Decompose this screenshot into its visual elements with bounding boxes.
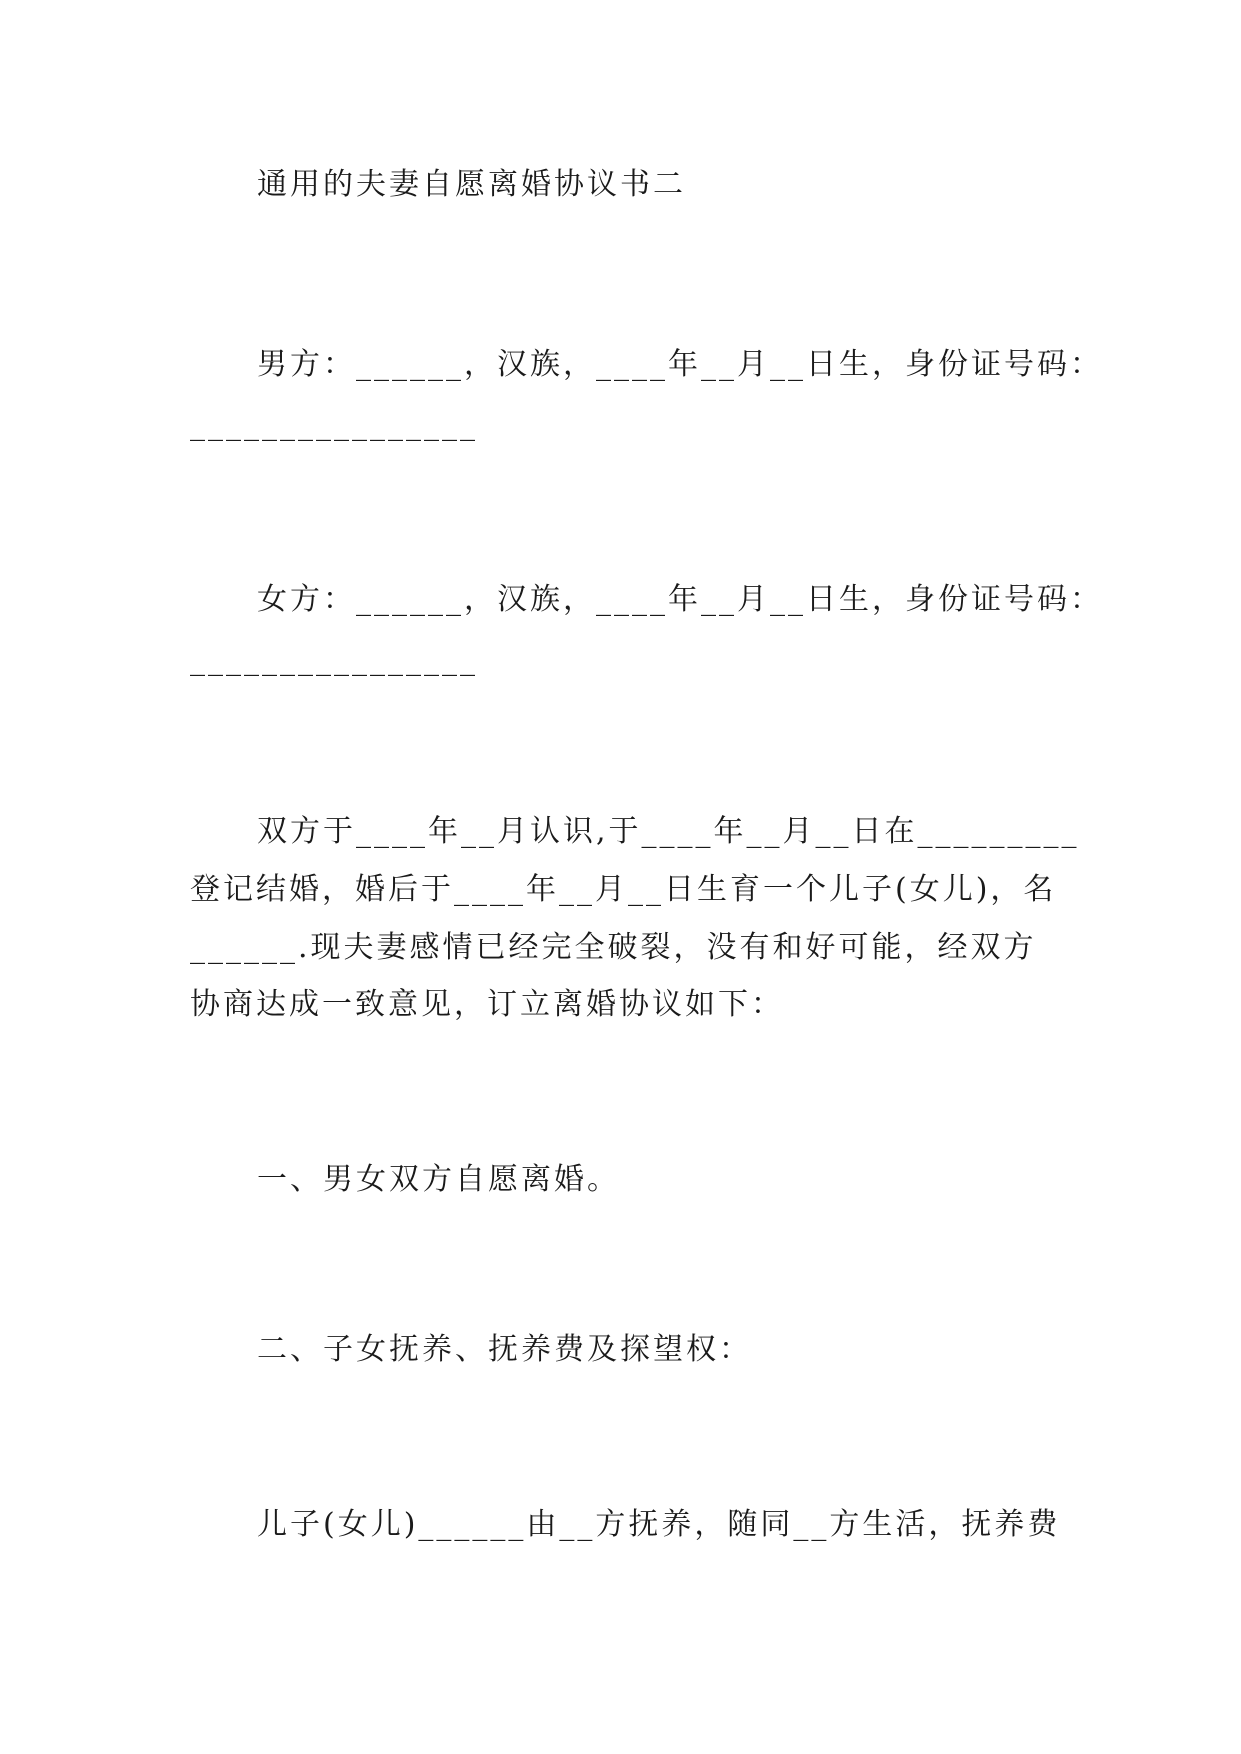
marriage-paragraph-line: 登记结婚，婚后于____年__月__日生育一个儿子(女儿)，名 (190, 872, 1057, 907)
female-id-number-blank: ________________ (190, 642, 478, 677)
male-id-number-blank: ________________ (190, 407, 478, 442)
document-title: 通用的夫妻自愿离婚协议书二 (257, 167, 686, 202)
male-party-line: 男方：______，汉族，____年__月__日生，身份证号码： (257, 347, 1103, 382)
clause-two-body: 儿子(女儿)______由__方抚养，随同__方生活，抚养费 (257, 1507, 1061, 1542)
clause-one: 一、男女双方自愿离婚。 (257, 1162, 620, 1197)
marriage-paragraph-line: 协商达成一致意见，订立离婚协议如下： (190, 987, 784, 1022)
female-party-line: 女方：______，汉族，____年__月__日生，身份证号码： (257, 582, 1103, 617)
marriage-paragraph-line: ______.现夫妻感情已经完全破裂，没有和好可能，经双方 (190, 930, 1037, 965)
clause-two-heading: 二、子女抚养、抚养费及探望权： (257, 1332, 752, 1367)
marriage-paragraph-line: 双方于____年__月认识,于____年__月__日在_________ (257, 814, 1080, 849)
